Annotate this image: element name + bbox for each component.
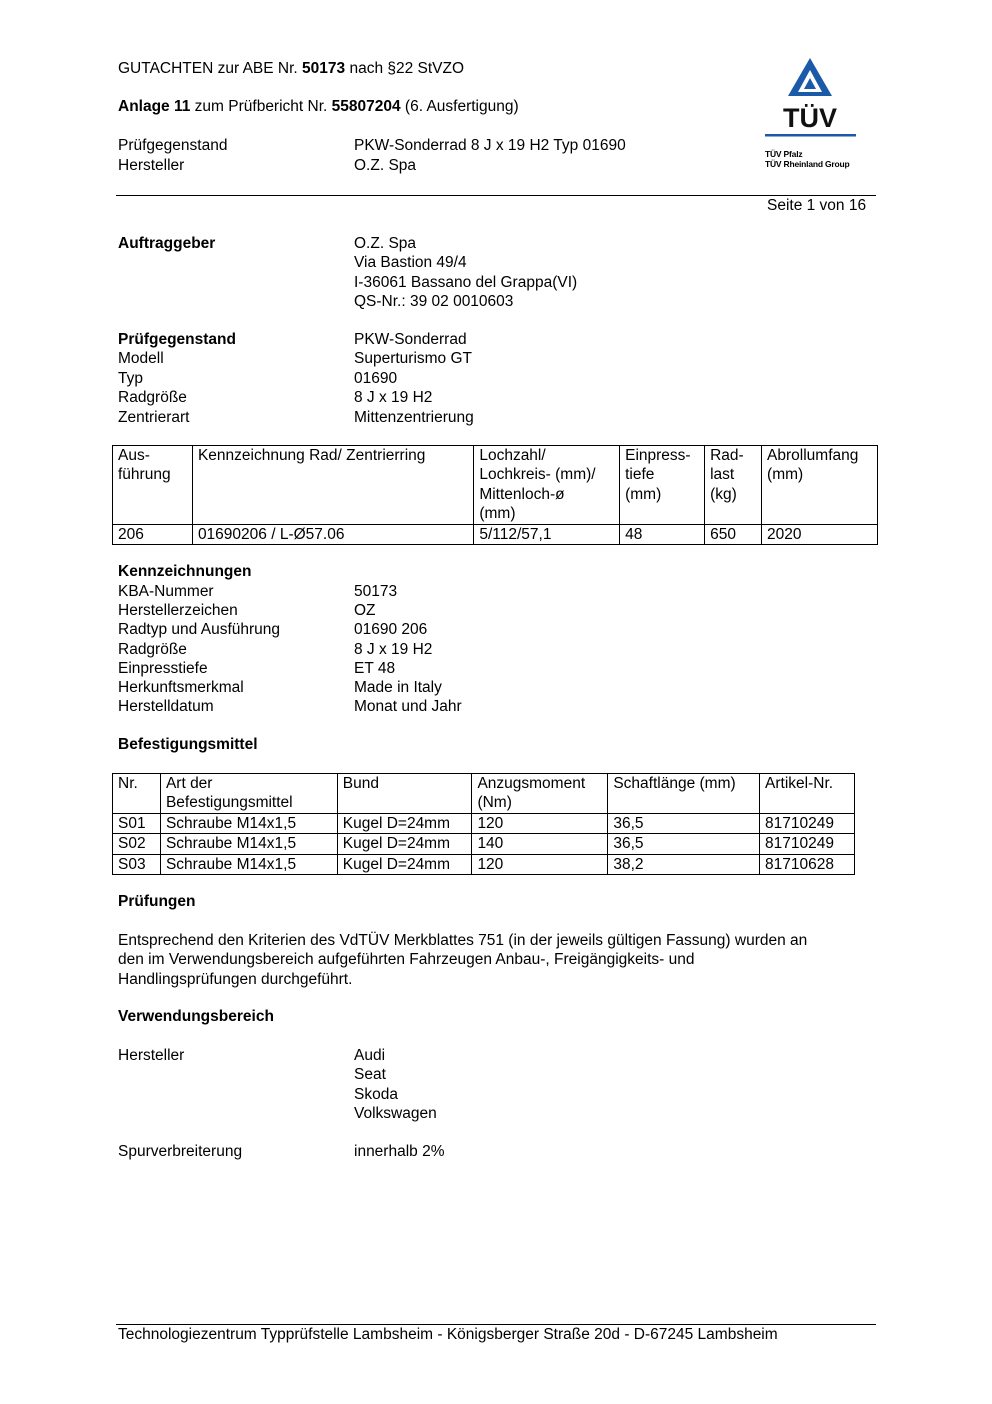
header-cell: Bund — [337, 774, 472, 814]
logo-subtitle — [765, 150, 850, 169]
field-label: Radgröße — [118, 640, 187, 658]
header-value: PKW-Sonderrad 8 J x 19 H2 Typ 01690 — [354, 137, 626, 154]
test-object-row — [118, 388, 878, 407]
client-line: I-36061 Bassano del Grappa(VI) — [354, 273, 578, 291]
field-label: Einpresstiefe — [118, 659, 208, 677]
table-cell: 81710249 — [760, 814, 855, 834]
table-cell: Schraube M14x1,5 — [160, 834, 337, 854]
client-line: QS-Nr.: 39 02 0010603 — [354, 293, 514, 311]
field-value: Made in Italy — [354, 679, 442, 696]
header-cell: Nr. — [113, 774, 161, 814]
field-value: Mittenzentrierung — [354, 408, 474, 426]
annex-mid: zum Prüfbericht Nr. — [190, 98, 332, 115]
field-label: Modell — [118, 350, 164, 368]
test-object-label: Prüfgegenstand — [118, 331, 236, 348]
table-cell: 36,5 — [608, 834, 760, 854]
table-cell: 81710628 — [760, 854, 855, 874]
field-label: Radtyp und Ausführung — [118, 621, 281, 639]
field-label: Radgröße — [118, 389, 187, 407]
table-cell: S01 — [113, 814, 161, 834]
marking-row — [118, 678, 878, 697]
fasteners-table — [112, 773, 855, 875]
title-prefix: GUTACHTEN zur ABE Nr. — [118, 60, 303, 77]
marking-row — [118, 697, 878, 716]
manufacturer-list — [354, 1046, 437, 1124]
table-row — [113, 524, 878, 544]
field-value: ET 48 — [354, 659, 396, 677]
page-info: Seite 1 von 16 — [767, 197, 867, 214]
field-value: 01690 206 — [354, 621, 428, 639]
tests-heading: Prüfungen — [118, 893, 196, 910]
field-value: 01690 — [354, 369, 398, 387]
test-object-row — [118, 330, 878, 349]
annex-suffix: (6. Ausfertigung) — [400, 98, 519, 115]
field-value: Superturismo GT — [354, 350, 473, 368]
header-value: O.Z. Spa — [354, 156, 417, 174]
table-header-row — [113, 446, 878, 525]
test-object-value: PKW-Sonderrad — [354, 331, 467, 348]
field-value: Monat und Jahr — [354, 698, 462, 716]
table-row — [113, 814, 855, 834]
annex-label: Anlage 11 — [118, 98, 191, 115]
table-cell: Schraube M14x1,5 — [160, 854, 337, 874]
table-cell: 38,2 — [608, 854, 760, 874]
header-cell: Rad- last (kg) — [705, 446, 762, 525]
field-label: Zentrierart — [118, 408, 190, 426]
client-address — [354, 234, 577, 312]
client-line: O.Z. Spa — [354, 235, 417, 252]
tuv-triangle-logo — [760, 56, 860, 146]
table-cell: 5/112/57,1 — [474, 524, 620, 544]
marking-row — [118, 582, 878, 601]
test-object-row — [118, 369, 878, 388]
table-cell: Kugel D=24mm — [337, 834, 472, 854]
header-label: Prüfgegenstand — [118, 137, 228, 154]
header-cell: Artikel-Nr. — [760, 774, 855, 814]
report-title — [118, 59, 464, 78]
test-object-row — [118, 408, 878, 427]
client-label: Auftraggeber — [118, 235, 216, 252]
marking-row — [118, 659, 878, 678]
list-item: Volkswagen — [354, 1105, 437, 1123]
marking-row — [118, 640, 878, 659]
test-object-row — [118, 349, 878, 368]
footer-text: Technologiezentrum Typprüfstelle Lambsheim - Königsberger Straße 20d - D-67245 Lambsheim — [118, 1326, 778, 1343]
table-cell: S03 — [113, 854, 161, 874]
logo-text: TÜV — [783, 103, 837, 133]
header-cell: Einpress- tiefe (mm) — [620, 446, 705, 525]
table-cell: Kugel D=24mm — [337, 814, 472, 834]
field-label: Herstellerzeichen — [118, 602, 238, 620]
marking-row — [118, 620, 878, 639]
header-divider — [116, 195, 876, 196]
table-cell: 36,5 — [608, 814, 760, 834]
tests-paragraph — [118, 931, 878, 989]
table-cell: 120 — [472, 814, 608, 834]
table-cell: 140 — [472, 834, 608, 854]
table-row — [113, 834, 855, 854]
track-value: innerhalb 2% — [354, 1143, 445, 1160]
table-cell: 01690206 / L-Ø57.06 — [192, 524, 473, 544]
track-label: Spurverbreiterung — [118, 1143, 243, 1160]
paragraph-line: Handlingsprüfungen durchgeführt. — [118, 970, 353, 988]
field-value: 50173 — [354, 583, 398, 600]
table-header-row — [113, 774, 855, 814]
abe-number: 50173 — [302, 60, 346, 77]
table-cell: 206 — [113, 524, 193, 544]
header-cell: Lochzahl/ Lochkreis- (mm)/ Mittenloch-ø (mm) — [474, 446, 620, 525]
table-cell: 650 — [705, 524, 762, 544]
field-value: 8 J x 19 H2 — [354, 640, 433, 658]
manufacturer-label: Hersteller — [118, 1047, 185, 1064]
variants-table — [112, 445, 878, 545]
header-cell: Anzugsmoment (Nm) — [472, 774, 608, 814]
client-line: Via Bastion 49/4 — [354, 254, 467, 272]
field-label: KBA-Nummer — [118, 583, 214, 600]
paragraph-line: Entsprechend den Kriterien des VdTÜV Merkblattes 751 (in der jeweils gültigen Fassung) wurden an — [118, 932, 808, 949]
markings-heading: Kennzeichnungen — [118, 563, 252, 580]
paragraph-line: den im Verwendungsbereich aufgeführten Fahrzeugen Anbau-, Freigängigkeits- und — [118, 951, 695, 969]
list-item: Seat — [354, 1066, 386, 1084]
header-label: Hersteller — [118, 156, 185, 174]
annex-line — [118, 97, 519, 116]
field-label: Herstelldatum — [118, 698, 214, 716]
marking-row — [118, 601, 878, 620]
usage-heading: Verwendungsbereich — [118, 1008, 274, 1025]
list-item: Audi — [354, 1047, 386, 1064]
table-cell: 120 — [472, 854, 608, 874]
fasteners-heading: Befestigungsmittel — [118, 736, 258, 753]
list-item: Skoda — [354, 1085, 398, 1103]
logo-sub-1: TÜV Pfalz — [765, 149, 803, 159]
title-suffix: nach §22 StVZO — [345, 60, 465, 77]
header-cell: Art der Befestigungsmittel — [160, 774, 337, 814]
header-cell: Abrollumfang (mm) — [762, 446, 878, 525]
table-cell: 81710249 — [760, 834, 855, 854]
table-cell: Kugel D=24mm — [337, 854, 472, 874]
table-cell: Schraube M14x1,5 — [160, 814, 337, 834]
header-cell: Kennzeichnung Rad/ Zentrierring — [192, 446, 473, 525]
table-cell: 48 — [620, 524, 705, 544]
logo-sub-2: TÜV Rheinland Group — [765, 158, 850, 169]
table-cell: S02 — [113, 834, 161, 854]
field-value: OZ — [354, 602, 376, 620]
field-value: 8 J x 19 H2 — [354, 389, 433, 407]
header-cell: Schaftlänge (mm) — [608, 774, 760, 814]
table-cell: 2020 — [762, 524, 878, 544]
header-cell: Aus- führung — [113, 446, 193, 525]
field-label: Typ — [118, 369, 143, 387]
field-label: Herkunftsmerkmal — [118, 679, 244, 696]
table-row — [113, 854, 855, 874]
report-number: 55807204 — [331, 98, 401, 115]
